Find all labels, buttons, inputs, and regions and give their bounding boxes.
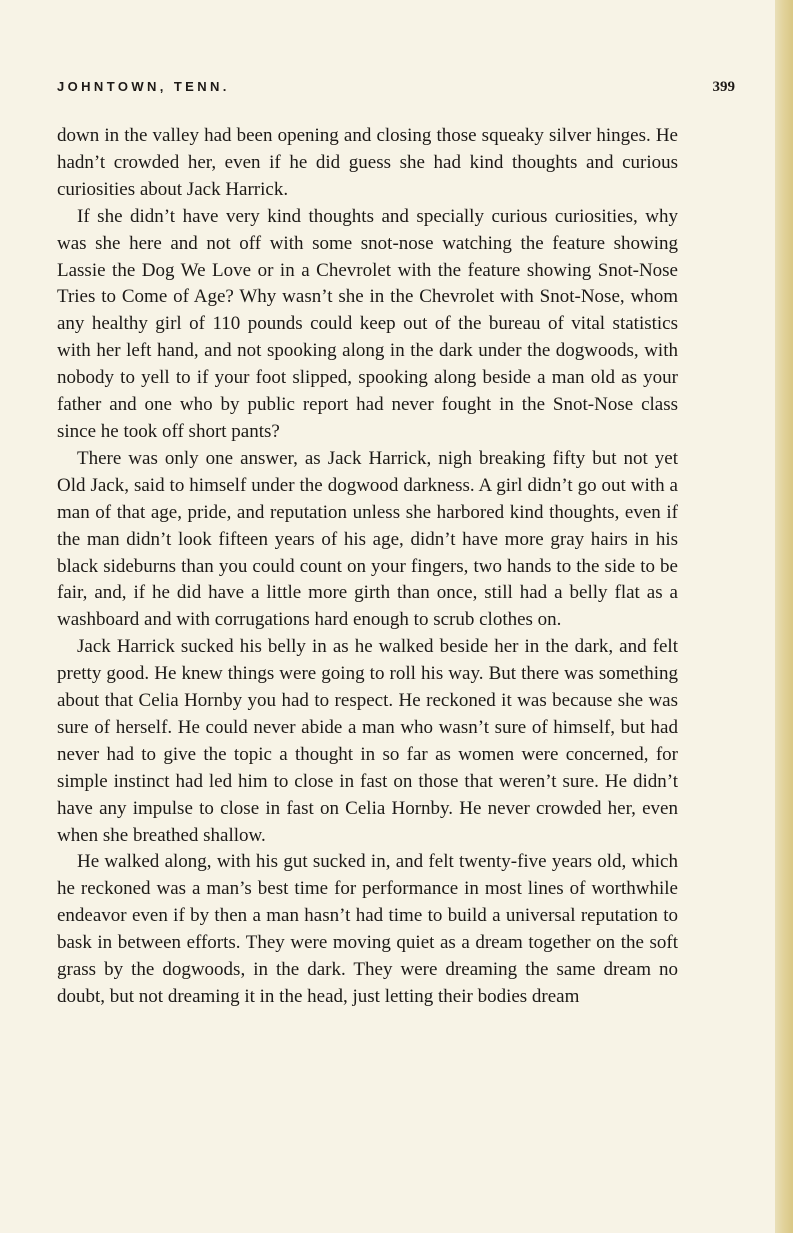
paragraph: If she didn’t have very kind thoughts and specially curious curiosities, why was she here and not off with some snot-nose watching the feature showing Lassie the Dog We Love or in a Chevrolet with the feature showing Snot-Nose Tries to Come of Age? Why wasn’t she in the Chevrolet with Snot-Nose, whom any healthy girl of 110 pounds could keep out of the bureau of vital statistics with her left hand, and not spooking along in the dark under the dogwoods, with nobody to yell to if your foot slipped, spooking along beside a man old as your father and one who by public report had never fought in the Snot-Nose class since he took off short pants?: [57, 205, 678, 442]
running-head: [57, 78, 735, 102]
paragraph: Jack Harrick sucked his belly in as he walked beside her in the dark, and felt pretty good. He knew things were going to roll his way. But there was something about that Celia Hornby you had to respect. He reckoned it was because she was sure of herself. He could never abide a man who wasn’t sure of himself, but had never had to give the topic a thought in so far as women were concerned, for simple instinct had led him to close in fast on those that weren’t sure. He didn’t have any impulse to close in fast on Celia Hornby. He never crowded her, even when she breathed shallow.: [57, 636, 678, 846]
paragraph: He walked along, with his gut sucked in, and felt twenty-five years old, which he reckoned was a man’s best time for performance in most lines of worthwhile endeavor even if by then a man hasn’t had time to build a universal reputation to bask in between efforts. They were moving quiet as a dream together on the soft grass by the dogwoods, in the dark. They were dreaming the same dream no doubt, but not dreaming it in the head, just letting their bodies dream: [57, 851, 678, 1007]
page-number: 399: [712, 79, 735, 95]
running-title: JOHNTOWN, TENN.: [57, 79, 230, 94]
paragraph: There was only one answer, as Jack Harrick, nigh breaking fifty but not yet Old Jack, said to himself under the dogwood darkness. A girl didn’t go out with a man of that age, pride, and reputation unless she harbored kind thoughts, even if the man didn’t look fifteen years of his age, didn’t have more gray hairs in his black sideburns than you could count on your fingers, two hands to the side to be fair, and, if he did have a little more girth than once, still had a belly flat as a washboard and with corrugations hard enough to scrub clothes on.: [57, 447, 678, 631]
body-text: [57, 123, 678, 1011]
page-edge: [775, 0, 793, 1233]
paragraph: down in the valley had been opening and closing those squeaky silver hinges. He hadn’t crowded her, even if he did guess she had kind thoughts and curious curiosities about Jack Harrick.: [57, 125, 678, 200]
